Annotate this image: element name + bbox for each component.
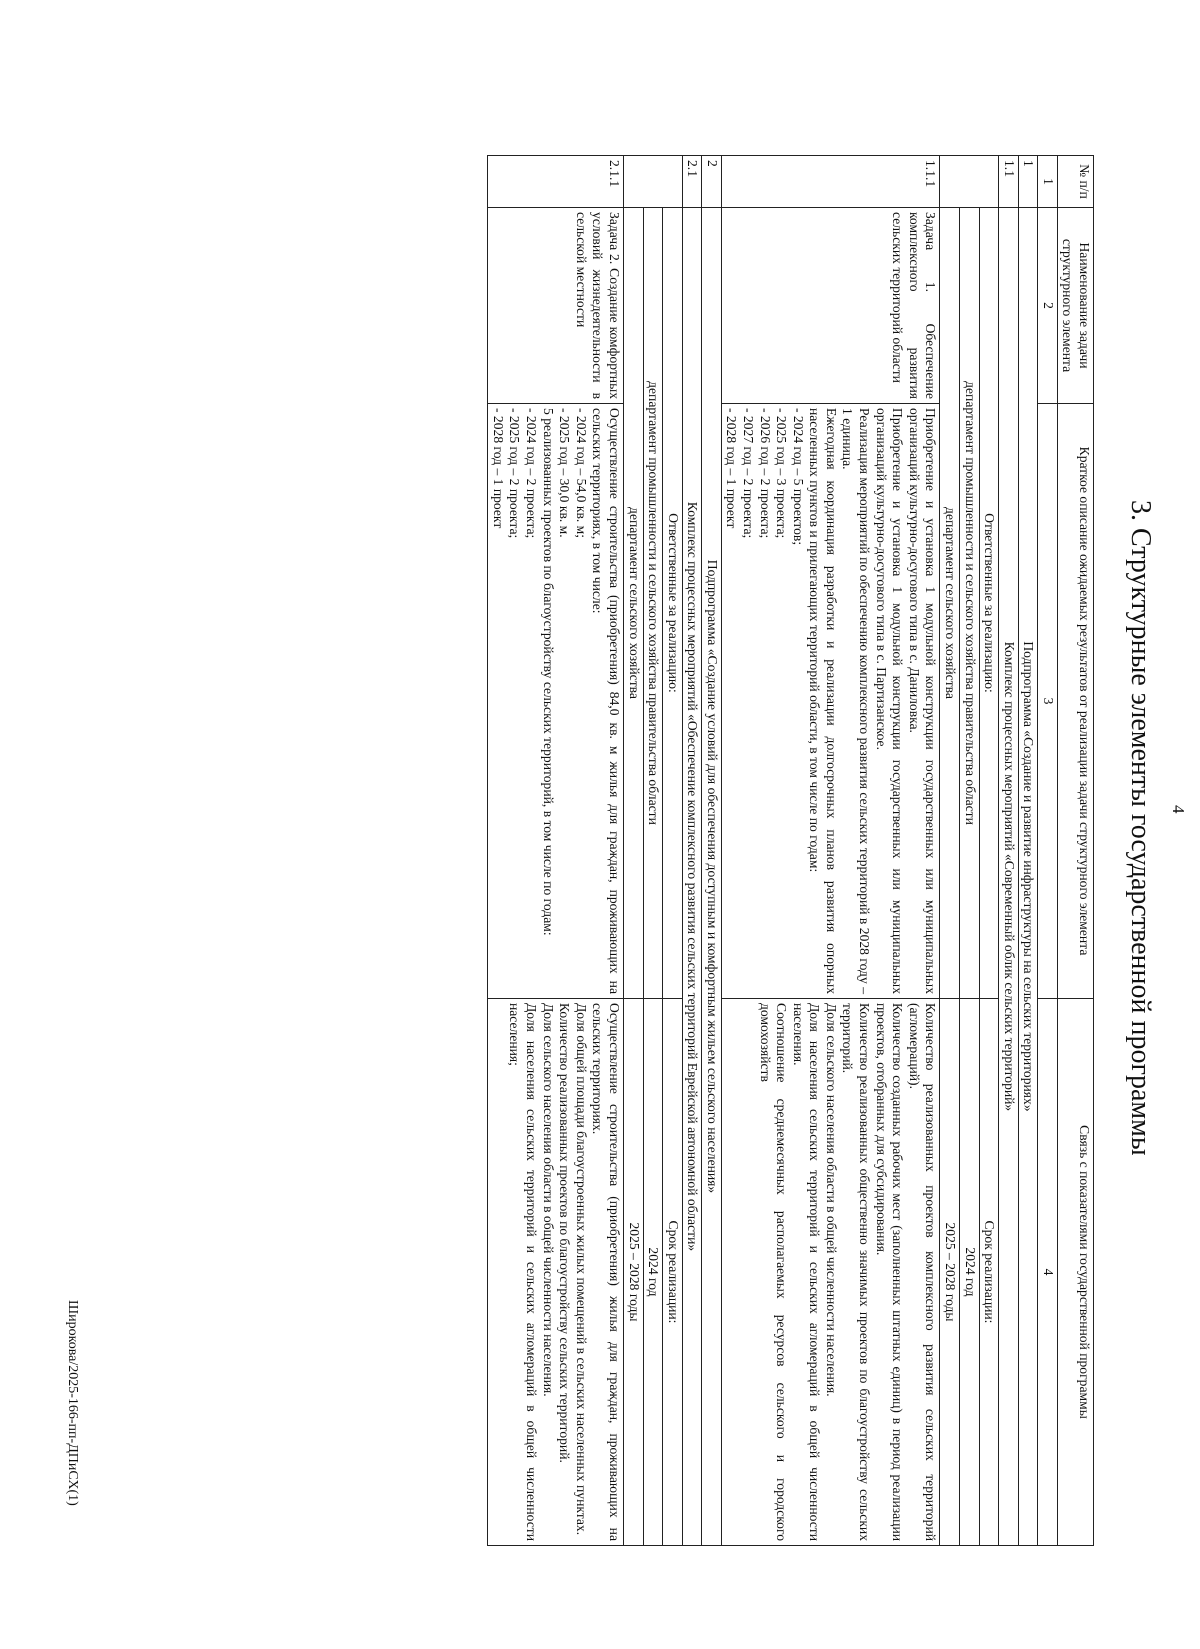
header-task-name: Наименование задачи структурного элемента xyxy=(1057,208,1093,404)
indicator-line: Осуществление строительства (приобретения) жилья для граждан, проживающих на сельских территориях. xyxy=(590,1003,622,1541)
table-header-row xyxy=(1057,156,1093,1546)
complex-2-1-term-label: Срок реализации: xyxy=(663,999,683,1546)
result-line: - 2028 год – 1 проект xyxy=(490,408,506,529)
header-number: № п/п xyxy=(1057,156,1093,208)
complex-2-1-term-2: 2025 – 2028 годы xyxy=(623,999,643,1546)
complex-2-1-responsible-2: департамент сельского хозяйства xyxy=(623,208,643,999)
task-1-1-1-row xyxy=(721,156,940,1546)
indicator-line: Количество реализованных проектов по благоустройству сельских территорий. xyxy=(557,1003,573,1463)
result-line: - 2024 год – 54,0 кв. м; xyxy=(573,408,589,539)
complex-2-1-responsible-1-row xyxy=(643,156,663,1546)
indicator-line: Количество реализованных общественно значимых проектов по благоустройству сельских территорий. xyxy=(840,1003,873,1541)
complex-2-1-blank-cell xyxy=(623,156,682,208)
header-number-3: 3 xyxy=(1038,404,1058,999)
result-line: - 2025 год – 2 проекта; xyxy=(507,408,523,539)
subprogram-2-number: 2 xyxy=(702,156,722,208)
complex-1-1-blank-cell xyxy=(940,156,999,208)
task-2-1-1-name: Задача 2. Создание комфортных условий жизнедеятельности в сельской местности xyxy=(488,208,624,404)
header-indicators-link: Связь с показателями государственной программы xyxy=(1057,999,1093,1546)
task-2-1-1-results xyxy=(488,404,624,999)
complex-2-1-title: Комплекс процессных мероприятий «Обеспечение комплексного развития сельских территорий Еврейской автономной области» xyxy=(682,208,702,1546)
result-line: - 2026 год – 2 проекта; xyxy=(757,408,773,539)
task-1-1-1-name: Задача 1. Обеспечение комплексного развития сельских территорий области xyxy=(721,208,940,404)
task-2-1-1-number: 2.1.1 xyxy=(488,156,624,208)
complex-1-1-responsible-1-row xyxy=(959,156,979,1546)
document-footer-code: Широкова/2025-166-пп-ДПиСХ(1) xyxy=(65,1300,80,1506)
subprogram-2-row xyxy=(702,156,722,1546)
result-line: - 2027 год – 2 проекта; xyxy=(741,408,757,539)
table-header-numbers-row xyxy=(1038,156,1058,1546)
subprogram-1-title: Подпрограмма «Создание и развитие инфраструктуры на сельских территориях» xyxy=(1018,208,1038,1546)
complex-1-1-number: 1.1 xyxy=(999,156,1019,208)
complex-1-1-term-1: 2024 год xyxy=(959,999,979,1546)
indicator-line: Соотношение среднемесячных располагаемых ресурсов сельского и городского домохозяйств xyxy=(757,1003,790,1541)
task-2-1-1-indicators xyxy=(488,999,624,1546)
complex-1-1-responsible-2: департамент сельского хозяйства xyxy=(940,208,960,999)
result-line: Приобретение и установка 1 модульной конструкции государственных или муниципальных организаций культурно-досугового типа в с. Даниловка. xyxy=(906,408,939,994)
page-title: 3. Структурные элементы государственной программы xyxy=(1125,500,1156,1156)
complex-1-1-row xyxy=(999,156,1019,1546)
complex-2-1-responsible-2-row xyxy=(623,156,643,1546)
complex-1-1-title: Комплекс процессных мероприятий «Современный облик сельских территорий» xyxy=(999,208,1019,1546)
task-2-1-1-row xyxy=(488,156,624,1546)
result-line: Ежегодная координация разработки и реализации долгосрочных планов развития опорных населенных пунктов и прилегающих территорий области, в том числе по годам: xyxy=(807,408,839,994)
complex-1-1-term-label: Срок реализации: xyxy=(979,999,999,1546)
indicator-line: Доля общей площади благоустроенных жилых помещений в сельских населенных пунктах. xyxy=(573,1003,589,1536)
subprogram-2-title: Подпрограмма «Создание условий для обеспечения доступным и комфортным жильем сельского населения» xyxy=(702,208,722,1546)
indicator-line: Доля населения сельских территорий и сельских агломераций в общей численности населения; xyxy=(507,1003,540,1541)
header-number-1: 1 xyxy=(1038,156,1058,208)
result-line: Приобретение и установка 1 модульной конструкции государственных или муниципальных организаций культурно-досугового типа в с. Партизанское. xyxy=(873,408,906,994)
subprogram-1-number: 1 xyxy=(1018,156,1038,208)
complex-2-1-responsible-label: Ответственные за реализацию: xyxy=(663,208,683,999)
complex-2-1-responsible-1: департамент промышленности и сельского хозяйства правительства области xyxy=(643,208,663,999)
result-line: - 2024 год – 5 проектов; xyxy=(790,408,806,546)
complex-1-1-labels-row xyxy=(979,156,999,1546)
complex-2-1-labels-row xyxy=(663,156,683,1546)
indicator-line: Количество созданных рабочих мест (заполненных штатных единиц) в период реализации проектов, отобранных для субсидирования. xyxy=(873,1003,906,1541)
header-number-2: 2 xyxy=(1038,208,1058,404)
result-line: Реализация мероприятий по обеспечению комплексного развития сельских территорий в 2028 году – 1 единица. xyxy=(840,408,873,994)
indicator-line: Доля сельского населения области в общей численности населения. xyxy=(823,1003,839,1397)
subprogram-1-row xyxy=(1018,156,1038,1546)
result-line: Осуществление строительства (приобретения) 84,0 кв. м жилья для граждан, проживающих на сельских территориях, в том числе: xyxy=(590,408,622,994)
complex-2-1-number: 2.1 xyxy=(682,156,702,208)
complex-1-1-responsible-2-row xyxy=(940,156,960,1546)
header-expected-results: Краткое описание ожидаемых результатов от реализации задачи структурного элемента xyxy=(1057,404,1093,999)
result-line: 5 реализованных проектов по благоустройству сельских территорий, в том числе по годам: xyxy=(540,408,556,936)
task-1-1-1-number: 1.1.1 xyxy=(721,156,940,208)
task-1-1-1-indicators xyxy=(721,999,940,1546)
indicator-line: Доля сельского населения области в общей численности населения. xyxy=(540,1003,556,1397)
result-line: - 2028 год – 1 проект xyxy=(724,408,740,529)
complex-1-1-responsible-label: Ответственные за реализацию: xyxy=(979,208,999,999)
result-line: - 2025 год – 3 проекта; xyxy=(774,408,790,539)
indicator-line: Доля населения сельских территорий и сельских агломераций в общей численности населения. xyxy=(790,1003,823,1541)
page-number: 4 xyxy=(1169,805,1188,814)
complex-2-1-row xyxy=(682,156,702,1546)
complex-1-1-responsible-1: департамент промышленности и сельского хозяйства правительства области xyxy=(959,208,979,999)
structural-elements-table xyxy=(487,155,1094,1546)
indicator-line: Количество реализованных проектов комплексного развития сельских территорий (агломераций). xyxy=(906,1003,939,1541)
header-number-4: 4 xyxy=(1038,999,1058,1546)
task-1-1-1-results xyxy=(721,404,940,999)
complex-2-1-term-1: 2024 год xyxy=(643,999,663,1546)
result-line: - 2024 год – 2 проекта; xyxy=(524,408,540,539)
result-line: - 2025 год – 30,0 кв. м. xyxy=(557,408,573,538)
complex-1-1-term-2: 2025 – 2028 годы xyxy=(940,999,960,1546)
